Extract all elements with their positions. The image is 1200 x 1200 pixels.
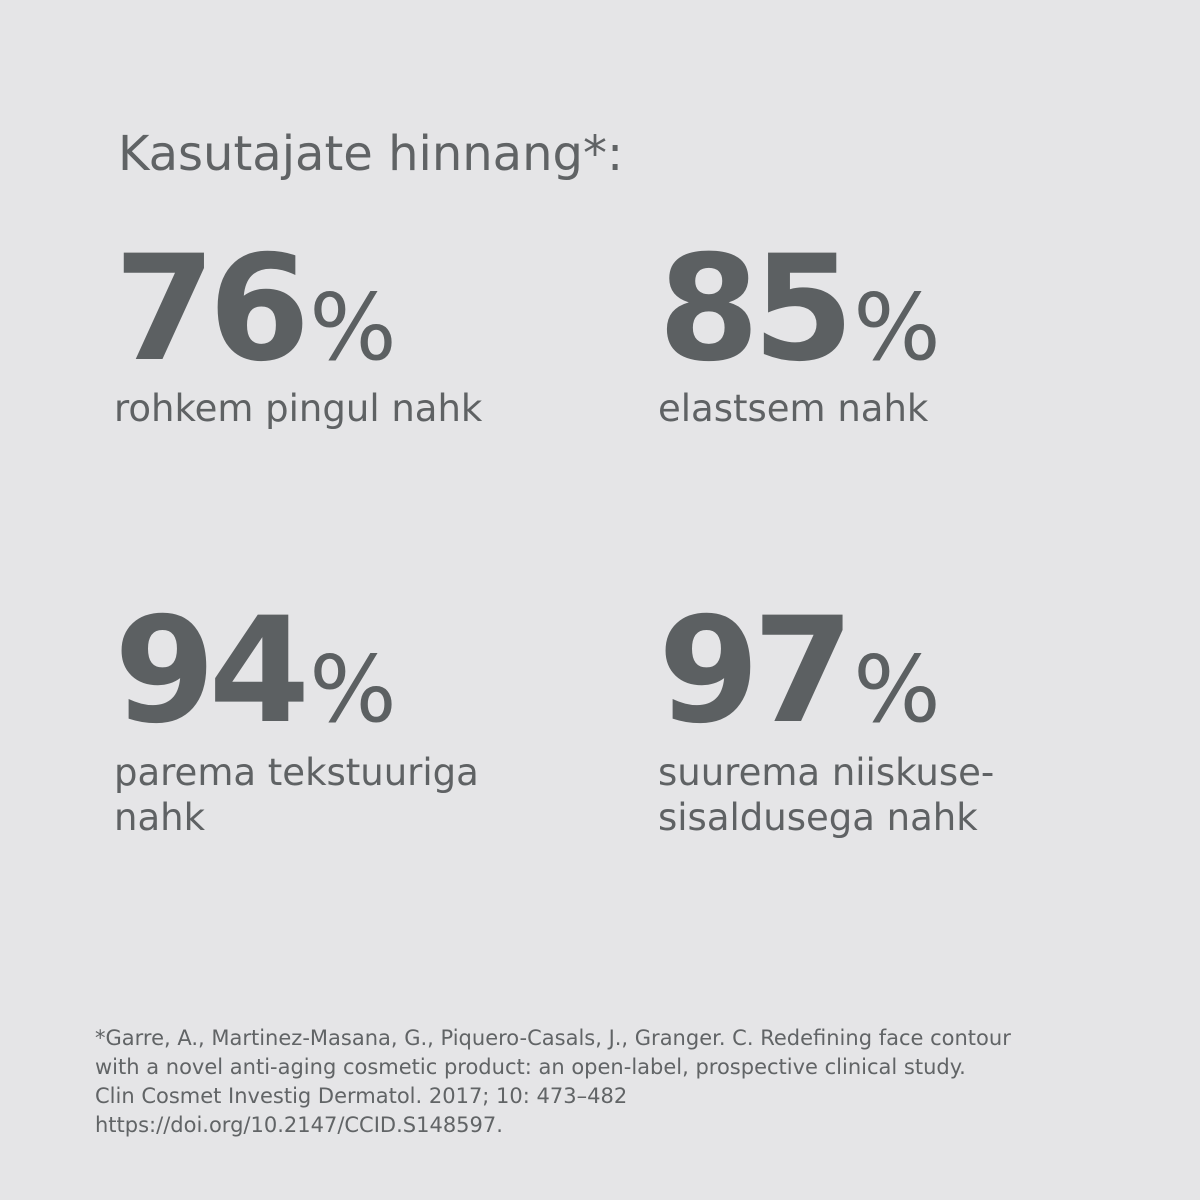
percent-sign: %	[309, 274, 397, 381]
footnote-citation	[95, 1024, 1155, 1140]
footnote-doi-link[interactable]: https://doi.org/10.2147/CCID.S148597.	[95, 1113, 503, 1137]
stat-block-elasticity	[658, 224, 1138, 430]
page-title: Kasutajate hinnang*:	[118, 126, 624, 182]
percent-sign: %	[309, 636, 397, 743]
stat-block-texture	[114, 586, 594, 839]
stat-value: 76	[114, 224, 304, 394]
percent-sign: %	[853, 274, 941, 381]
stat-label: elastsem nahk	[658, 387, 929, 430]
percent-sign: %	[853, 636, 941, 743]
stat-block-moisture	[658, 586, 1138, 839]
stat-block-tighter-skin	[114, 224, 594, 430]
stat-value: 85	[658, 224, 848, 394]
footnote-line: with a novel anti-aging cosmetic product: an open-label, prospective clinical study.	[95, 1055, 966, 1079]
stat-value: 97	[658, 586, 848, 756]
stat-label: parema tekstuuriga nahk	[114, 751, 479, 839]
stat-label: rohkem pingul nahk	[114, 387, 483, 430]
footnote-line: Clin Cosmet Investig Dermatol. 2017; 10: 473–482	[95, 1084, 628, 1108]
stat-label: suurema niiskuse- sisaldusega nahk	[658, 751, 995, 839]
footnote-line: *Garre, A., Martinez-Masana, G., Piquero-Casals, J., Granger. C. Redefining face contour	[95, 1026, 1011, 1050]
stat-value: 94	[114, 586, 304, 756]
